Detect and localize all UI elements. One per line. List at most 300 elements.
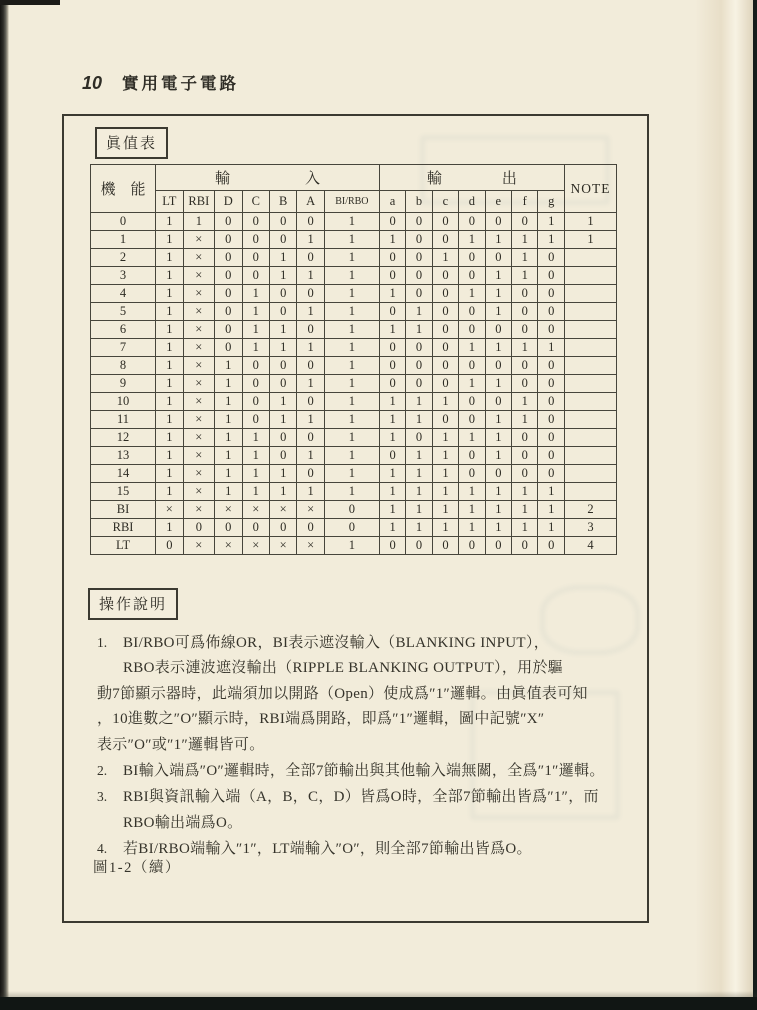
table-cell: 0: [156, 537, 183, 555]
table-cell: ×: [242, 501, 269, 519]
table-cell: 1: [156, 267, 183, 285]
table-cell: 1: [269, 393, 296, 411]
table-cell: 0: [432, 285, 458, 303]
table-cell: [564, 393, 616, 411]
table-cell: 1: [432, 249, 458, 267]
table-cell: 1: [156, 249, 183, 267]
table-row: [91, 303, 617, 321]
truth-table: [90, 164, 617, 555]
table-cell: 0: [459, 537, 485, 555]
table-cell: 1: [297, 447, 324, 465]
table-cell: 0: [406, 285, 432, 303]
table-cell: 1: [379, 519, 405, 537]
table-cell: 1: [269, 483, 296, 501]
table-cell: 1: [459, 429, 485, 447]
table-cell: 0: [459, 393, 485, 411]
table-cell: 1: [406, 483, 432, 501]
table-cell: 0: [269, 375, 296, 393]
table-cell: 1: [242, 483, 269, 501]
table-row: [91, 267, 617, 285]
table-cell: 1: [242, 303, 269, 321]
column-header-e: e: [485, 191, 511, 213]
table-cell: 1: [485, 267, 511, 285]
instruction-number: 1.: [97, 635, 108, 650]
column-header-b: b: [406, 191, 432, 213]
table-cell: 1: [324, 357, 379, 375]
table-cell: 0: [485, 213, 511, 231]
table-cell: 0: [215, 303, 242, 321]
table-cell: 8: [91, 357, 156, 375]
table-cell: 0: [242, 375, 269, 393]
table-cell: 0: [379, 339, 405, 357]
table-cell: 0: [183, 519, 215, 537]
table-cell: ×: [215, 501, 242, 519]
table-cell: 1: [297, 339, 324, 357]
table-cell: 1: [215, 429, 242, 447]
column-header-d: d: [459, 191, 485, 213]
table-cell: ×: [183, 267, 215, 285]
table-cell: 1: [485, 483, 511, 501]
table-cell: 0: [538, 393, 564, 411]
instruction-item: [97, 784, 642, 836]
table-cell: 1: [156, 375, 183, 393]
table-cell: 0: [242, 213, 269, 231]
table-cell: [564, 285, 616, 303]
table-cell: 1: [406, 501, 432, 519]
table-cell: 0: [215, 285, 242, 303]
instruction-line: RBO表示漣波遮沒輸出（RIPPLE BLANKING OUTPUT），用於驅: [123, 660, 564, 677]
table-cell: 1: [406, 303, 432, 321]
table-cell: 1: [297, 231, 324, 249]
table-cell: 0: [512, 213, 538, 231]
table-cell: 1: [406, 465, 432, 483]
table-cell: 1: [538, 231, 564, 249]
table-cell: 1: [512, 393, 538, 411]
table-cell: 0: [215, 249, 242, 267]
column-header-a: a: [379, 191, 405, 213]
table-cell: ×: [269, 537, 296, 555]
table-cell: [564, 483, 616, 501]
table-cell: 1: [324, 213, 379, 231]
table-cell: 0: [297, 519, 324, 537]
truth-table-head: [91, 165, 617, 213]
table-cell: 0: [459, 411, 485, 429]
table-row: [91, 411, 617, 429]
table-cell: 1: [324, 303, 379, 321]
truth-table-body: [91, 213, 617, 555]
table-cell: ×: [183, 339, 215, 357]
table-cell: 1: [485, 447, 511, 465]
table-cell: 1: [156, 357, 183, 375]
table-cell: LT: [91, 537, 156, 555]
table-cell: ×: [183, 393, 215, 411]
table-cell: 1: [379, 411, 405, 429]
table-cell: 1: [432, 501, 458, 519]
table-cell: 0: [538, 249, 564, 267]
table-cell: 1: [215, 447, 242, 465]
table-cell: 1: [512, 501, 538, 519]
column-header-c: C: [242, 191, 269, 213]
table-row: [91, 447, 617, 465]
table-cell: 1: [379, 465, 405, 483]
table-cell: 0: [459, 447, 485, 465]
table-cell: 0: [242, 231, 269, 249]
table-cell: 0: [538, 447, 564, 465]
table-cell: RBI: [91, 519, 156, 537]
table-cell: 1: [538, 483, 564, 501]
table-cell: 1: [564, 213, 616, 231]
table-cell: 1: [432, 483, 458, 501]
table-cell: 0: [406, 429, 432, 447]
table-cell: 0: [242, 519, 269, 537]
table-cell: 1: [324, 429, 379, 447]
table-cell: 0: [324, 501, 379, 519]
table-cell: 1: [485, 519, 511, 537]
table-cell: 1: [156, 393, 183, 411]
table-cell: 1: [297, 483, 324, 501]
column-header-c: c: [432, 191, 458, 213]
table-row: [91, 537, 617, 555]
table-cell: 1: [512, 519, 538, 537]
table-cell: 1: [432, 447, 458, 465]
table-cell: 0: [538, 267, 564, 285]
table-cell: 0: [432, 303, 458, 321]
table-cell: 1: [512, 411, 538, 429]
table-cell: ×: [183, 285, 215, 303]
table-cell: 0: [406, 375, 432, 393]
table-cell: ×: [183, 249, 215, 267]
table-cell: 0: [91, 213, 156, 231]
table-cell: 1: [485, 411, 511, 429]
table-cell: 0: [215, 231, 242, 249]
table-cell: 0: [459, 321, 485, 339]
page-curl-shading: [695, 0, 753, 1010]
figure-frame: [62, 114, 649, 923]
table-cell: 1: [156, 339, 183, 357]
table-cell: [564, 321, 616, 339]
table-cell: 1: [538, 519, 564, 537]
table-cell: 6: [91, 321, 156, 339]
output-group-header: 輸 出: [379, 165, 564, 191]
table-cell: 0: [406, 231, 432, 249]
table-row: [91, 501, 617, 519]
table-cell: 0: [512, 357, 538, 375]
table-cell: 1: [242, 447, 269, 465]
table-cell: 1: [538, 501, 564, 519]
table-cell: 4: [91, 285, 156, 303]
table-cell: 1: [242, 429, 269, 447]
table-cell: ×: [183, 357, 215, 375]
instruction-line: 2. BI輸入端爲″O″邏輯時，全部7節輸出與其他輸入端無關，全爲″1″邏輯。: [97, 758, 642, 784]
table-cell: 0: [379, 447, 405, 465]
table-cell: 0: [459, 249, 485, 267]
scan-bottom-edge: [0, 997, 757, 1010]
table-cell: 1: [538, 213, 564, 231]
table-cell: 1: [156, 429, 183, 447]
table-cell: 1: [485, 231, 511, 249]
table-cell: 0: [512, 303, 538, 321]
table-cell: 1: [183, 213, 215, 231]
table-cell: 1: [91, 231, 156, 249]
table-cell: [564, 249, 616, 267]
table-cell: 0: [269, 213, 296, 231]
table-cell: 0: [512, 537, 538, 555]
table-cell: 1: [485, 501, 511, 519]
table-cell: 5: [91, 303, 156, 321]
table-cell: 0: [432, 231, 458, 249]
table-cell: 0: [242, 357, 269, 375]
table-cell: 1: [156, 321, 183, 339]
table-row: [91, 249, 617, 267]
table-cell: 0: [269, 447, 296, 465]
table-cell: 0: [269, 303, 296, 321]
instruction-item: [97, 630, 642, 758]
table-cell: 0: [297, 249, 324, 267]
table-cell: 0: [324, 519, 379, 537]
table-cell: 0: [379, 249, 405, 267]
table-cell: 1: [324, 249, 379, 267]
table-cell: 9: [91, 375, 156, 393]
table-cell: 0: [406, 249, 432, 267]
instruction-line: 表示″O″或″1″邏輯皆可。: [97, 736, 265, 753]
table-cell: ×: [183, 303, 215, 321]
table-cell: 1: [297, 303, 324, 321]
table-cell: ×: [183, 411, 215, 429]
input-group-header: 輸 入: [156, 165, 380, 191]
table-row: [91, 519, 617, 537]
scan-right-edge: [753, 0, 757, 1010]
table-cell: 0: [297, 321, 324, 339]
table-cell: 14: [91, 465, 156, 483]
table-cell: 0: [242, 267, 269, 285]
table-cell: 0: [538, 411, 564, 429]
column-header-f: f: [512, 191, 538, 213]
table-cell: 1: [512, 249, 538, 267]
table-cell: 2: [91, 249, 156, 267]
table-cell: 0: [297, 213, 324, 231]
table-cell: 0: [538, 429, 564, 447]
table-cell: 1: [215, 393, 242, 411]
table-cell: 7: [91, 339, 156, 357]
column-header-b: B: [269, 191, 296, 213]
table-cell: 0: [242, 249, 269, 267]
table-cell: ×: [297, 537, 324, 555]
table-cell: 1: [269, 339, 296, 357]
column-header-a: A: [297, 191, 324, 213]
figure-caption: 圖1-2（續）: [93, 860, 181, 876]
table-row: [91, 429, 617, 447]
table-cell: 0: [379, 267, 405, 285]
table-cell: 0: [215, 213, 242, 231]
table-cell: 1: [512, 231, 538, 249]
table-cell: 1: [242, 465, 269, 483]
table-cell: 0: [406, 213, 432, 231]
table-cell: 4: [564, 537, 616, 555]
table-cell: 1: [269, 411, 296, 429]
table-cell: 1: [324, 339, 379, 357]
table-cell: 0: [242, 393, 269, 411]
book-spine-edge: [0, 0, 9, 1010]
table-cell: 1: [459, 231, 485, 249]
table-cell: 1: [485, 375, 511, 393]
table-cell: BI: [91, 501, 156, 519]
table-cell: 1: [324, 537, 379, 555]
table-cell: 0: [538, 321, 564, 339]
table-cell: 0: [215, 267, 242, 285]
table-cell: 0: [538, 303, 564, 321]
table-cell: 0: [432, 411, 458, 429]
table-cell: 1: [459, 483, 485, 501]
table-cell: 1: [242, 285, 269, 303]
table-cell: 1: [156, 465, 183, 483]
table-cell: 1: [406, 411, 432, 429]
table-cell: 1: [324, 267, 379, 285]
table-cell: 1: [297, 411, 324, 429]
instruction-line: 動7節顯示器時，此端須加以開路（Open）使成爲″1″邏輯。由眞值表可知: [97, 685, 588, 702]
table-cell: 0: [538, 465, 564, 483]
instruction-line: ，10進數之″O″顯示時，RBI端爲開路，即爲″1″邏輯，圖中記號″X″: [97, 711, 545, 728]
instruction-number: 2.: [97, 763, 108, 779]
table-row: [91, 357, 617, 375]
table-cell: ×: [269, 501, 296, 519]
table-cell: [564, 303, 616, 321]
page-number: 10: [82, 73, 103, 93]
table-cell: 0: [215, 339, 242, 357]
table-cell: ×: [156, 501, 183, 519]
truth-table-label: 眞值表: [95, 127, 168, 159]
table-cell: 1: [432, 519, 458, 537]
table-cell: 1: [324, 231, 379, 249]
table-cell: 1: [215, 465, 242, 483]
table-cell: 0: [512, 321, 538, 339]
table-cell: 0: [379, 375, 405, 393]
instruction-number: 4.: [97, 841, 108, 857]
table-cell: 0: [459, 213, 485, 231]
table-cell: [564, 411, 616, 429]
table-cell: 1: [215, 483, 242, 501]
table-cell: 0: [432, 375, 458, 393]
table-row: [91, 465, 617, 483]
table-row: [91, 483, 617, 501]
table-cell: 0: [485, 357, 511, 375]
table-cell: 1: [269, 249, 296, 267]
table-cell: 1: [269, 267, 296, 285]
table-cell: [564, 339, 616, 357]
table-cell: 0: [406, 267, 432, 285]
book-title: 實用電子電路: [122, 74, 240, 93]
scan-top-edge: [0, 0, 60, 5]
table-cell: 1: [379, 429, 405, 447]
instructions-list: [97, 630, 642, 863]
table-cell: 0: [485, 249, 511, 267]
table-cell: 1: [156, 303, 183, 321]
table-cell: 0: [485, 465, 511, 483]
column-header-g: g: [538, 191, 564, 213]
table-cell: 1: [485, 339, 511, 357]
table-cell: 0: [215, 519, 242, 537]
table-cell: 0: [512, 285, 538, 303]
table-row: [91, 213, 617, 231]
table-cell: 1: [156, 411, 183, 429]
table-cell: 1: [242, 321, 269, 339]
table-cell: 1: [324, 483, 379, 501]
table-cell: 1: [215, 411, 242, 429]
table-cell: 0: [297, 285, 324, 303]
table-cell: 0: [297, 465, 324, 483]
table-row: [91, 321, 617, 339]
note-column-header: NOTE: [564, 165, 616, 213]
table-cell: 1: [379, 321, 405, 339]
table-cell: 0: [406, 357, 432, 375]
table-cell: 1: [215, 375, 242, 393]
table-cell: 13: [91, 447, 156, 465]
table-cell: 1: [156, 447, 183, 465]
table-cell: 0: [269, 285, 296, 303]
column-header-d: D: [215, 191, 242, 213]
table-cell: 1: [406, 447, 432, 465]
column-header-lt: LT: [156, 191, 183, 213]
table-cell: ×: [183, 537, 215, 555]
table-cell: 0: [432, 321, 458, 339]
table-cell: 0: [432, 357, 458, 375]
table-cell: 0: [538, 285, 564, 303]
table-cell: 0: [485, 537, 511, 555]
table-cell: 0: [459, 465, 485, 483]
table-cell: 1: [564, 231, 616, 249]
table-cell: 0: [459, 267, 485, 285]
table-cell: 1: [512, 267, 538, 285]
table-cell: 0: [512, 375, 538, 393]
table-cell: 1: [459, 285, 485, 303]
instruction-number: 3.: [97, 789, 108, 805]
table-cell: 1: [324, 321, 379, 339]
table-cell: 1: [156, 285, 183, 303]
table-cell: 1: [324, 285, 379, 303]
table-cell: 1: [242, 339, 269, 357]
table-cell: [564, 375, 616, 393]
table-cell: 1: [297, 375, 324, 393]
table-cell: 0: [538, 357, 564, 375]
table-cell: 0: [538, 537, 564, 555]
table-cell: 12: [91, 429, 156, 447]
table-cell: 1: [432, 393, 458, 411]
table-cell: 1: [156, 519, 183, 537]
table-cell: 1: [156, 483, 183, 501]
table-cell: 0: [379, 213, 405, 231]
table-cell: 1: [379, 501, 405, 519]
table-cell: 0: [215, 321, 242, 339]
table-cell: 1: [512, 483, 538, 501]
table-cell: 1: [324, 375, 379, 393]
table-cell: 0: [459, 357, 485, 375]
table-cell: 0: [485, 393, 511, 411]
table-cell: 1: [324, 465, 379, 483]
table-cell: 2: [564, 501, 616, 519]
table-cell: 1: [379, 285, 405, 303]
table-cell: [564, 447, 616, 465]
table-cell: ×: [183, 465, 215, 483]
table-cell: 0: [242, 411, 269, 429]
table-cell: 0: [432, 339, 458, 357]
table-cell: ×: [297, 501, 324, 519]
table-cell: 1: [406, 393, 432, 411]
table-cell: 0: [269, 429, 296, 447]
truth-table-subheader: [91, 191, 617, 213]
table-cell: 0: [269, 357, 296, 375]
table-cell: 1: [459, 339, 485, 357]
table-cell: 0: [379, 537, 405, 555]
table-cell: 1: [297, 267, 324, 285]
